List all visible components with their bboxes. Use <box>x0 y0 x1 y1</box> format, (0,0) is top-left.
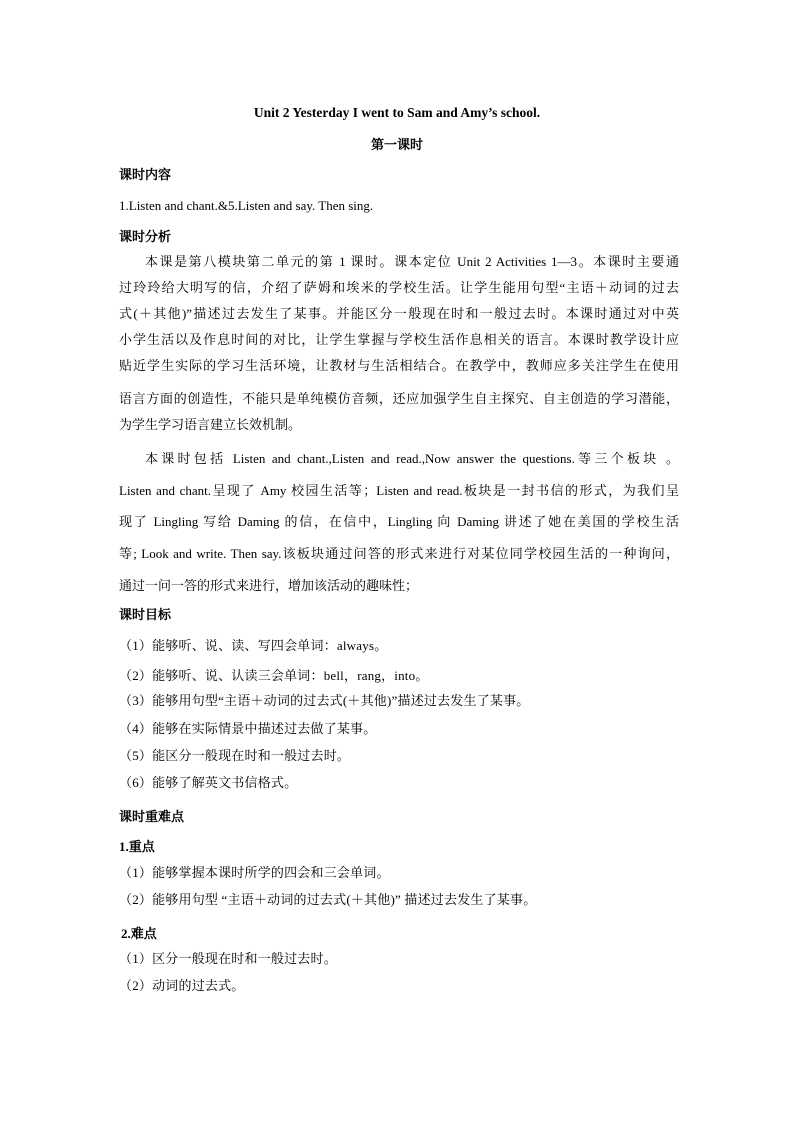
analysis-p2-line: Listen and chant.呈现了 Amy 校园生活等；Listen and read.板块是一封书信的形式，为我们呈 <box>119 483 679 498</box>
analysis-p1-line: 本课是第八模块第二单元的第 1 课时。课本定位 Unit 2 Activities 1—3。本课时主要通 <box>145 254 679 269</box>
goal-item: （5）能区分一般现在时和一般过去时。 <box>119 748 351 763</box>
document-title: Unit 2 Yesterday I went to Sam and Amy’s school. <box>253 105 541 120</box>
goal-item: （1）能够听、说、读、写四会单词：always。 <box>119 638 388 653</box>
analysis-p1-line: 小学生活以及作息时间的对比，让学生掌握与学校生活作息相关的语言。本课时教学设计应 <box>119 332 679 347</box>
analysis-p1-line: 为学生学习语言建立长效机制。 <box>119 417 302 432</box>
goals-heading: 课时目标 <box>119 607 172 622</box>
goal-item: （4）能够在实际情景中描述过去做了某事。 <box>119 721 377 736</box>
analysis-p2-line: 本课时包括 Listen and chant.,Listen and read.,Now answer the questions.等三个板块 。 <box>145 451 679 466</box>
analysis-p1-line: 语言方面的创造性，不能只是单纯模仿音频，还应加强学生自主探究、自主创造的学习潜能， <box>119 391 679 406</box>
difficult-item: （1）区分一般现在时和一般过去时。 <box>119 951 337 966</box>
difficult-item: （2）动词的过去式。 <box>119 978 245 993</box>
goal-item: （2）能够听、说、认读三会单词：bell，rang，into。 <box>119 668 429 683</box>
key-item: （1）能够掌握本课时所学的四会和三会单词。 <box>119 865 390 880</box>
goal-item: （3）能够用句型“主语＋动词的过去式(＋其他)”描述过去发生了某事。 <box>119 693 530 708</box>
analysis-p1-line: 式(＋其他)”描述过去发生了某事。并能区分一般现在时和一般过去时。本课时通过对中英 <box>119 306 679 321</box>
keypoints-heading: 课时重难点 <box>119 809 185 824</box>
analysis-p2-line: 等; Look and write. Then say.该板块通过问答的形式来进行对某位同学校园生活的一种询问， <box>119 546 679 561</box>
goal-item: （6）能够了解英文书信格式。 <box>119 775 298 790</box>
analysis-heading: 课时分析 <box>119 229 172 244</box>
content-text: 1.Listen and chant.&5.Listen and say. Then sing. <box>119 198 374 213</box>
analysis-p2-line: 通过一问一答的形式来进行，增加该活动的趣味性； <box>119 578 419 593</box>
document-subtitle: 第一课时 <box>370 137 423 152</box>
key-heading: 1.重点 <box>119 839 155 854</box>
analysis-p1-line: 贴近学生实际的学习生活环境，让教材与生活相结合。在教学中，教师应多关注学生在使用 <box>119 358 679 373</box>
difficult-heading: 2.难点 <box>121 926 157 941</box>
key-item: （2）能够用句型 “主语＋动词的过去式(＋其他)” 描述过去发生了某事。 <box>119 892 537 907</box>
analysis-p2-line: 现了 Lingling 写给 Daming 的信，在信中，Lingling 向 Daming 讲述了她在美国的学校生活 <box>119 514 679 529</box>
content-heading: 课时内容 <box>119 167 172 182</box>
analysis-p1-line: 过玲玲给大明写的信，介绍了萨姆和埃米的学校生活。让学生能用句型“主语＋动词的过去 <box>119 280 679 295</box>
